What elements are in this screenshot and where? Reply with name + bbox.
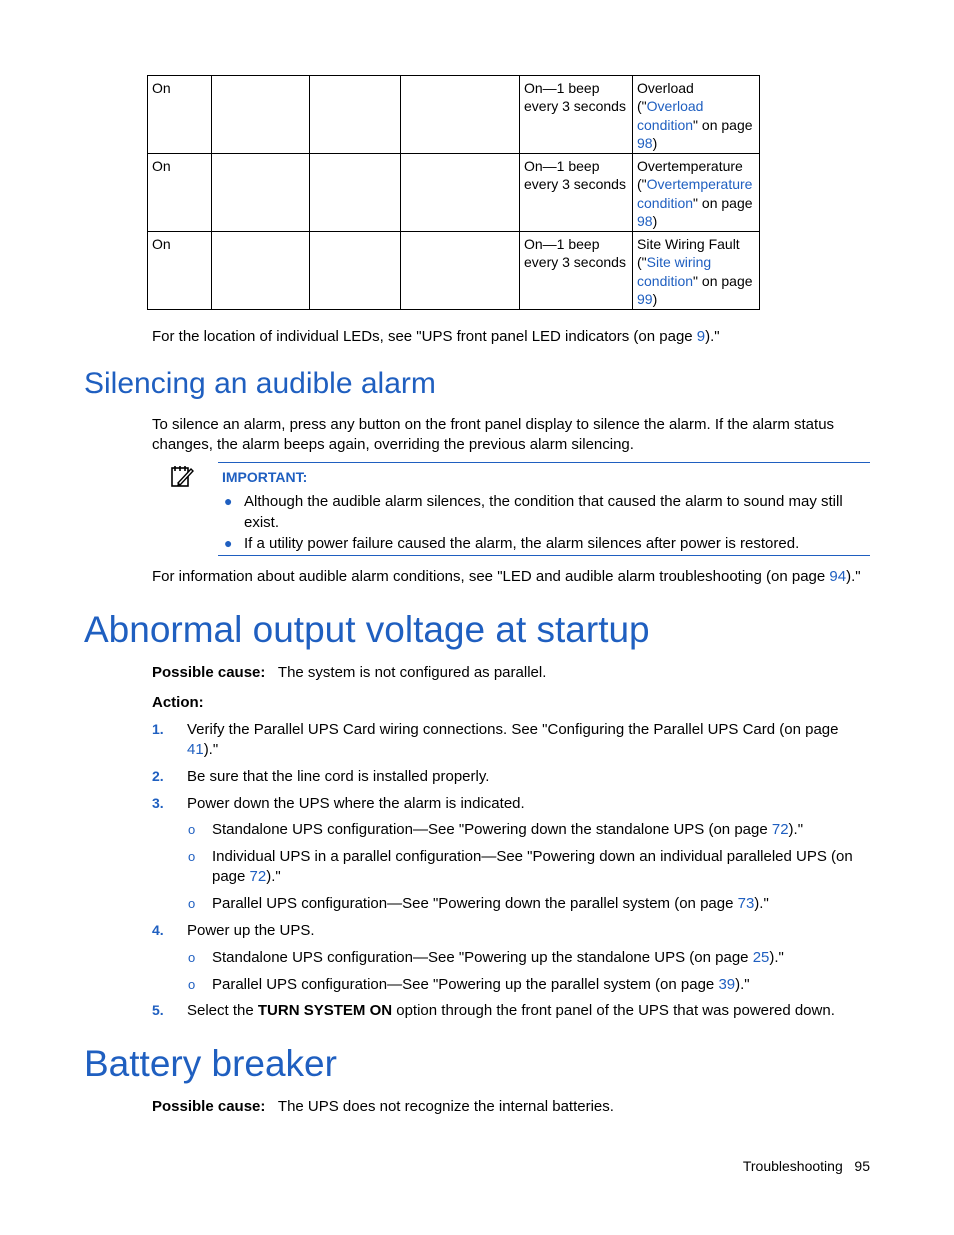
table-row [148, 76, 760, 154]
cause-text: The system is not configured as parallel. [277, 664, 547, 681]
bullet-text: Although the audible alarm silences, the condition that caused the alarm to sound may still exist. [244, 493, 843, 531]
bullet-text: If a utility power failure caused the alarm, the alarm silences after power is restored. [244, 535, 800, 552]
led-location-note [152, 327, 720, 347]
step-5: Select the TURN SYSTEM ON option through the front panel of the UPS that was powered down. [187, 1002, 835, 1019]
table-cell [310, 76, 401, 154]
step-number: 1. [152, 721, 164, 737]
sub-bullet-icon: o [188, 849, 196, 864]
important-list [218, 491, 866, 554]
sub-bullet-icon: o [188, 822, 196, 837]
table-cell: On [148, 154, 212, 232]
led-alarm-table [147, 75, 760, 310]
table-cell [212, 154, 310, 232]
page-link[interactable]: 98 [637, 212, 653, 229]
important-label: IMPORTANT: [222, 469, 308, 485]
step-number: 3. [152, 795, 164, 811]
beep-cell: On—1 beep every 3 seconds [520, 154, 633, 232]
condition-text: " on page [693, 116, 753, 133]
condition-text: Site Wiring Fault (" [637, 236, 740, 271]
step-2: Be sure that the line cord is installed properly. [187, 768, 490, 785]
note-text: For the location of individual LEDs, see "UPS front panel LED indicators (on page [152, 328, 697, 345]
table-row [148, 232, 760, 310]
beep-cell: On—1 beep every 3 seconds [520, 76, 633, 154]
bullet-icon: ● [224, 493, 233, 509]
condition-link[interactable]: Site wiring condition [637, 254, 712, 289]
condition-text: ) [652, 134, 658, 151]
table-cell: On [148, 232, 212, 310]
alarm-conditions-note [152, 567, 861, 587]
condition-text: " on page [693, 194, 753, 211]
condition-link[interactable]: Overload condition [637, 98, 704, 133]
condition-text: Overtemperature (" [637, 158, 743, 193]
condition-text: ) [652, 212, 658, 229]
page-link[interactable]: 25 [752, 949, 770, 966]
condition-link[interactable]: Overtemperature condition [637, 176, 753, 211]
page-link[interactable]: 72 [249, 868, 267, 885]
condition-cell [633, 76, 760, 154]
condition-text: Overload (" [637, 80, 694, 115]
section-heading-battery: Battery breaker [84, 1043, 337, 1084]
note-text: )." [846, 568, 861, 585]
list-item [218, 533, 866, 554]
bullet-icon: ● [224, 535, 233, 551]
table-row [148, 154, 760, 232]
important-callout [218, 462, 870, 556]
sub-bullet-icon: o [188, 977, 196, 992]
cause-text: The UPS does not recognize the internal batteries. [277, 1098, 614, 1115]
sub-step: Parallel UPS configuration—See "Powering up the parallel system (on page 39)." [212, 976, 750, 993]
section-heading-silencing: Silencing an audible alarm [84, 367, 436, 400]
silencing-body: To silence an alarm, press any button on the front panel display to silence the alarm. If the alarm status changes, the alarm beeps again, overriding the previous alarm silencing. [152, 416, 835, 453]
condition-cell [633, 232, 760, 310]
table-cell [401, 76, 520, 154]
cause-label: Possible cause: [152, 1098, 266, 1115]
condition-cell [633, 154, 760, 232]
table-cell [401, 154, 520, 232]
step-1: Verify the Parallel UPS Card wiring connections. See "Configuring the Parallel UPS Card (on page 41)." [187, 721, 839, 758]
table-cell [310, 154, 401, 232]
table-cell [401, 232, 520, 310]
step-3: Power down the UPS where the alarm is indicated. [187, 795, 525, 812]
beep-cell: On—1 beep every 3 seconds [520, 232, 633, 310]
condition-text: ) [652, 290, 658, 307]
condition-text: " on page [693, 272, 753, 289]
page-number: 95 [854, 1158, 870, 1174]
table-cell [212, 76, 310, 154]
sub-bullet-icon: o [188, 896, 196, 911]
step-number: 2. [152, 768, 164, 784]
table-cell: On [148, 76, 212, 154]
sub-bullet-icon: o [188, 950, 196, 965]
page-link[interactable]: 98 [637, 134, 653, 151]
page-link[interactable]: 39 [718, 976, 736, 993]
step-4: Power up the UPS. [187, 922, 315, 939]
sub-step: Individual UPS in a parallel configuration—See "Powering down an individual paralleled UPS (on page 72)." [212, 848, 853, 885]
table-cell [212, 232, 310, 310]
page-link[interactable]: 99 [637, 290, 653, 307]
table-cell [310, 232, 401, 310]
possible-cause [152, 663, 546, 683]
important-note-icon [170, 464, 194, 488]
section-heading-abnormal: Abnormal output voltage at startup [84, 609, 650, 650]
cause-label: Possible cause: [152, 664, 266, 681]
possible-cause [152, 1097, 614, 1117]
step-number: 4. [152, 922, 164, 938]
note-text: )." [705, 328, 720, 345]
note-text: For information about audible alarm conditions, see "LED and audible alarm troubleshooting (on page [152, 568, 830, 585]
page-link[interactable]: 72 [771, 821, 789, 838]
turn-system-on-option: TURN SYSTEM ON [257, 1002, 393, 1019]
page-link[interactable]: 41 [187, 741, 204, 758]
page-footer [743, 1158, 870, 1174]
page-link[interactable]: 9 [696, 328, 706, 345]
footer-section: Troubleshooting [742, 1158, 843, 1174]
sub-step: Standalone UPS configuration—See "Powering up the standalone UPS (on page 25)." [212, 949, 784, 966]
list-item [218, 491, 866, 533]
step-number: 5. [152, 1002, 164, 1018]
sub-step: Standalone UPS configuration—See "Powering down the standalone UPS (on page 72)." [212, 821, 804, 838]
sub-step: Parallel UPS configuration—See "Powering down the parallel system (on page 73)." [212, 895, 769, 912]
action-label: Action: [152, 694, 204, 711]
page-link[interactable]: 73 [737, 895, 755, 912]
page-link[interactable]: 94 [829, 568, 847, 585]
